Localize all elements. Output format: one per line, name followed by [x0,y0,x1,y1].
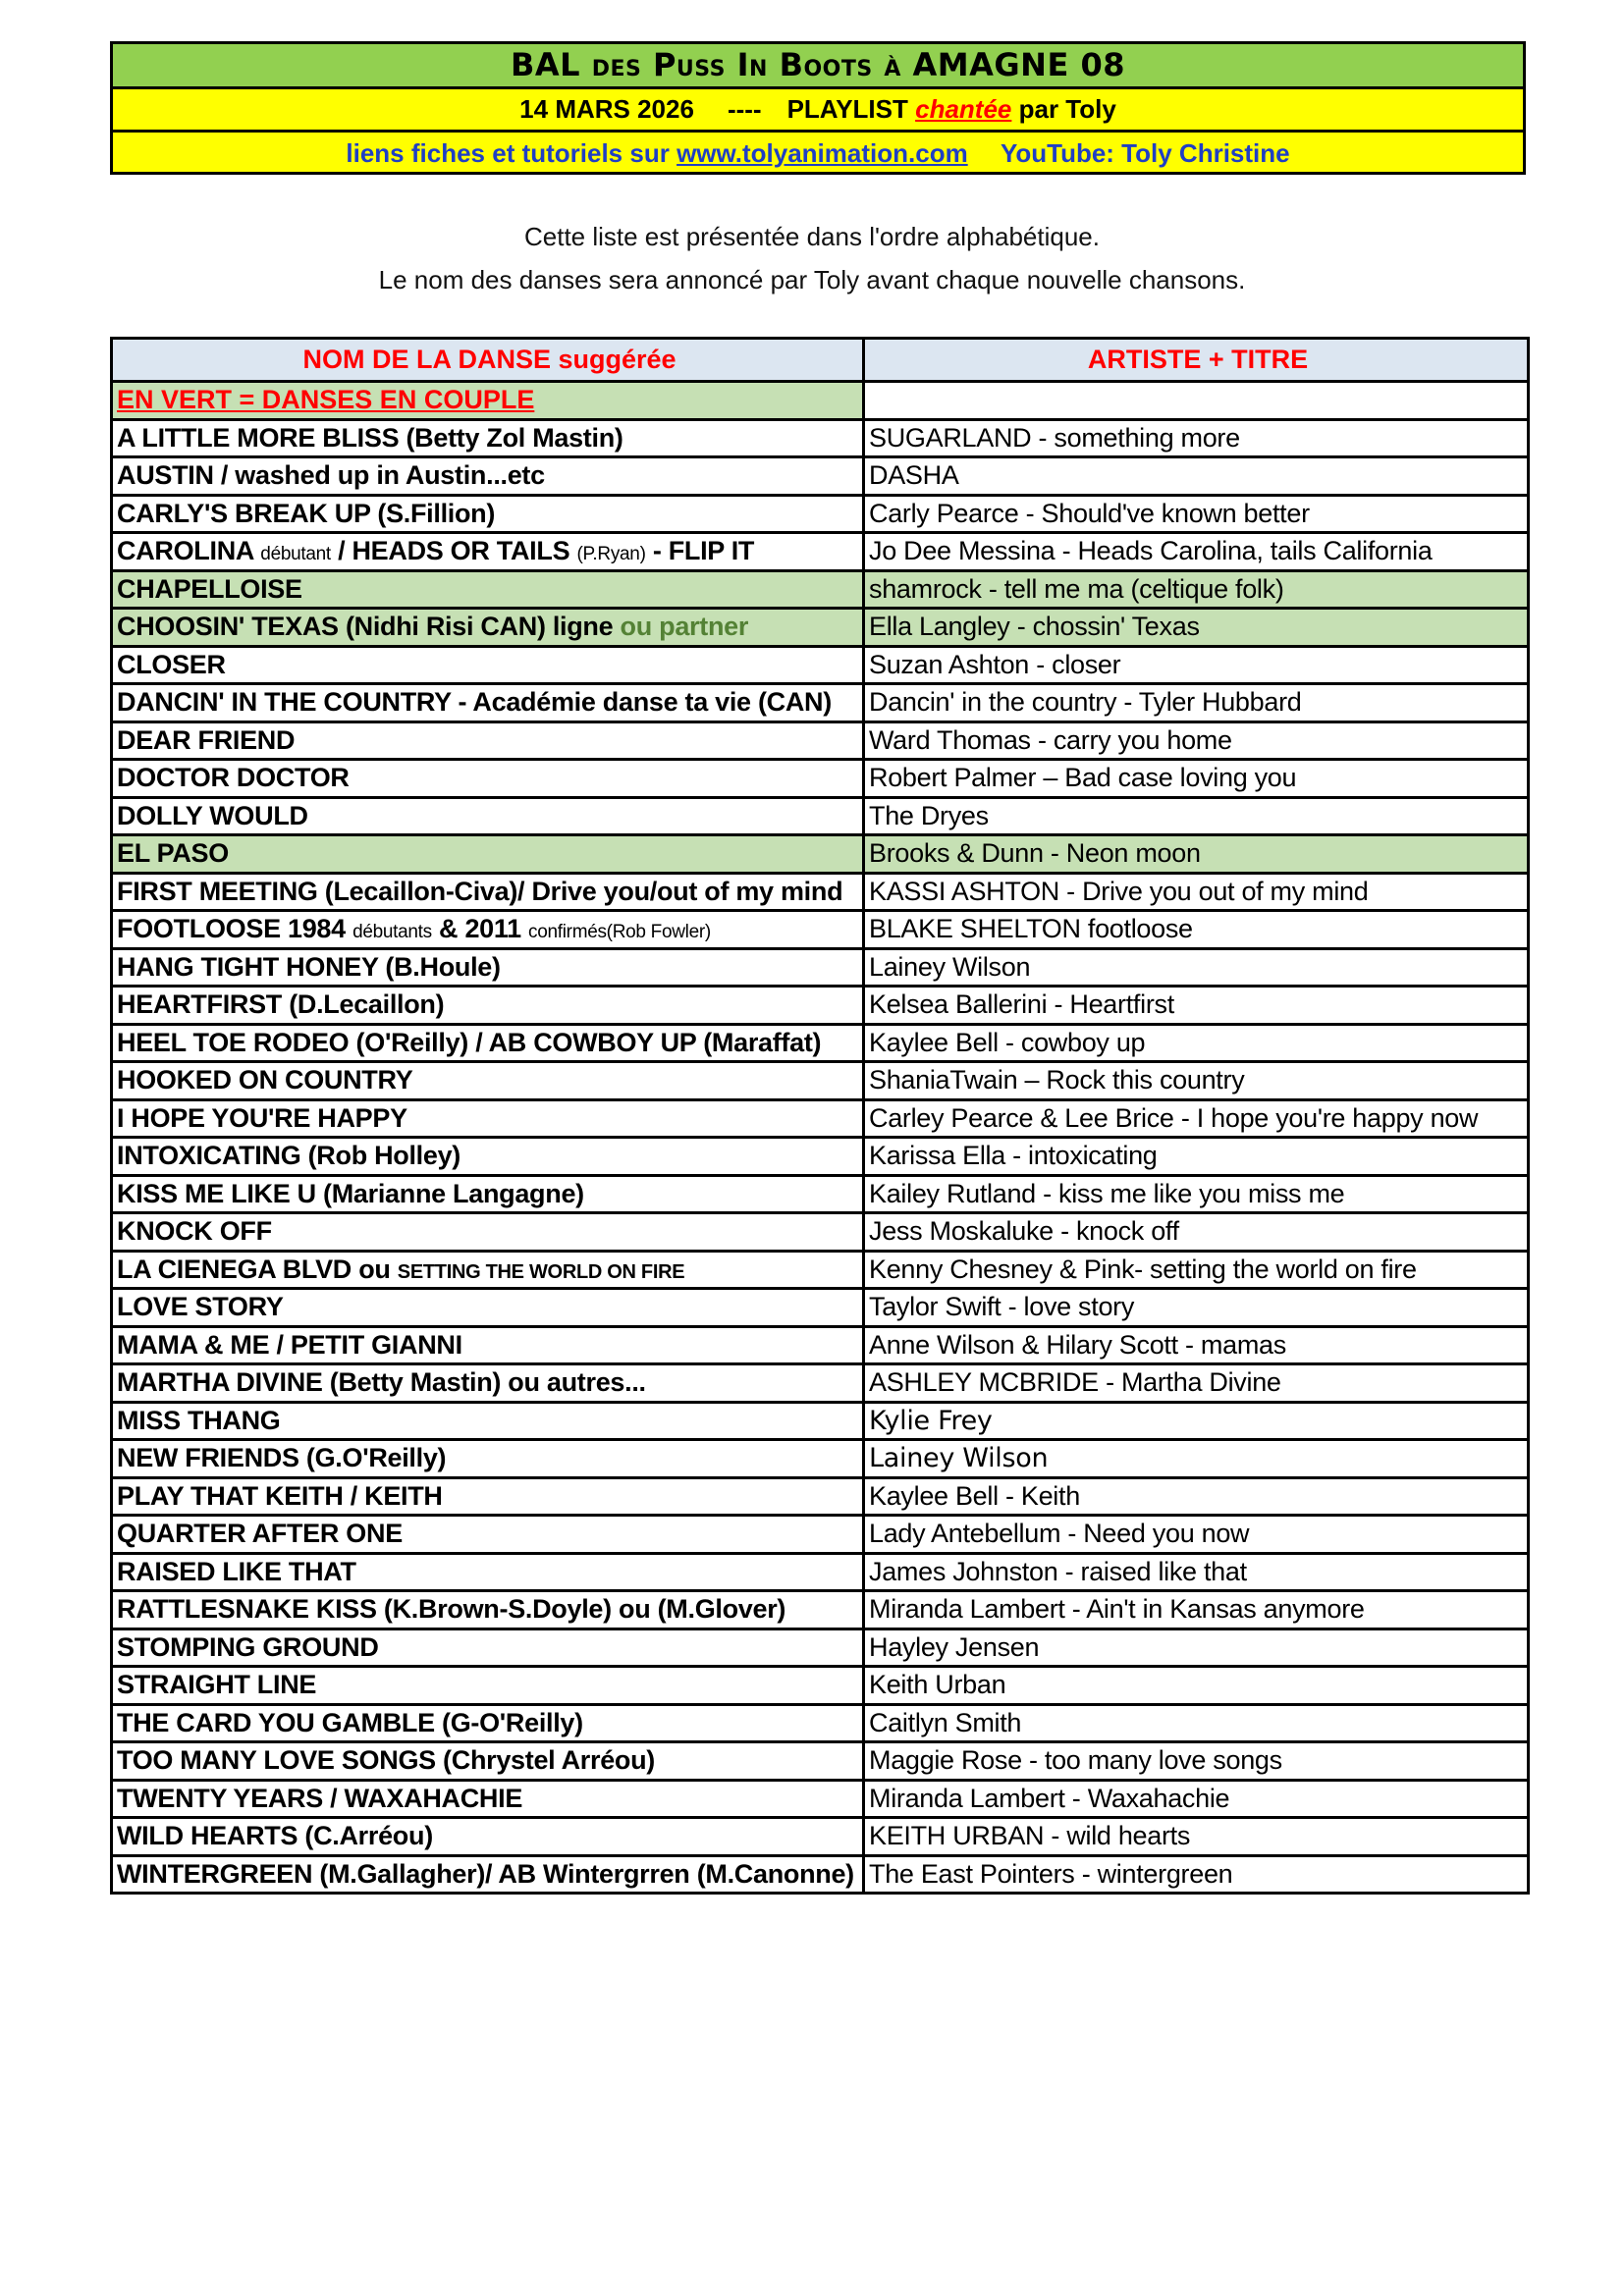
table-row [112,835,1529,874]
table-row [112,1024,1529,1062]
dance-name-cell: FIRST MEETING (Lecaillon-Civa)/ Drive you/out of my mind [112,873,864,911]
dance-name-part: FOOTLOOSE 1984 [117,914,346,944]
dance-name-part: CAROLINA [117,536,254,566]
artist-title-cell: Kaylee Bell - Keith [864,1477,1529,1516]
dance-name-cell: QUARTER AFTER ONE [112,1516,864,1554]
table-row [112,1667,1529,1705]
table-row [112,1364,1529,1403]
artist-title-cell: Jess Moskaluke - knock off [864,1213,1529,1252]
dance-name-cell: TWENTY YEARS / WAXAHACHIE [112,1780,864,1818]
dance-name-cell: RATTLESNAKE KISS (K.Brown-S.Doyle) ou (M.Glover) [112,1591,864,1629]
dance-name-part: (P.Ryan) [576,544,646,565]
header-block [110,41,1526,175]
artist-title-cell: Carley Pearce & Lee Brice - I hope you're happy now [864,1099,1529,1138]
dance-name-cell: WINTERGREEN (M.Gallagher)/ AB Wintergrren (M.Canonne) [112,1855,864,1894]
artist-title-cell: Kelsea Ballerini - Heartfirst [864,987,1529,1025]
artist-title-cell: Robert Palmer – Bad case loving you [864,760,1529,798]
dance-name-cell: STRAIGHT LINE [112,1667,864,1705]
intro-line-2: Le nom des danses sera annoncé par Toly avant chaque nouvelle chansons. [378,265,1246,294]
table-row [112,948,1529,987]
links-prefix: liens fiches et tutoriels sur [346,138,670,168]
dance-name-cell: CARLY'S BREAK UP (S.Fillion) [112,495,864,533]
dance-name-cell [112,1251,864,1289]
dance-name-cell: MISS THANG [112,1402,864,1440]
dance-name-cell: WILD HEARTS (C.Arréou) [112,1818,864,1856]
table-row [112,609,1529,647]
dance-name-part: confirmés(Rob Fowler) [528,922,711,943]
table-row [112,646,1529,684]
dance-name-part: ou partner [620,612,749,642]
artist-title-cell: Kenny Chesney & Pink- setting the world on fire [864,1251,1529,1289]
dance-name-cell: NEW FRIENDS (G.O'Reilly) [112,1440,864,1478]
dance-name-cell: HEARTFIRST (D.Lecaillon) [112,987,864,1025]
table-row [112,1855,1529,1894]
table-row [112,495,1529,533]
table-row [112,684,1529,722]
table-row [112,1402,1529,1440]
table-row [112,987,1529,1025]
dance-name-part: & 2011 [439,914,521,944]
artist-title-cell: Suzan Ashton - closer [864,646,1529,684]
artist-title-cell: DASHA [864,457,1529,496]
dance-name-cell: MARTHA DIVINE (Betty Mastin) ou autres... [112,1364,864,1403]
table-row [112,1477,1529,1516]
dance-name-cell [112,609,864,647]
artist-title-cell: shamrock - tell me ma (celtique folk) [864,570,1529,609]
dance-name-cell: KNOCK OFF [112,1213,864,1252]
artist-title-cell: Taylor Swift - love story [864,1289,1529,1327]
table-row [112,419,1529,457]
artist-title-cell: Dancin' in the country - Tyler Hubbard [864,684,1529,722]
dance-name-cell: PLAY THAT KEITH / KEITH [112,1477,864,1516]
table-row [112,721,1529,760]
artist-title-cell: Ella Langley - chossin' Texas [864,609,1529,647]
table-row [112,1062,1529,1100]
table-header-row [112,339,1529,382]
artist-title-cell: Kylie Frey [864,1402,1529,1440]
dance-name-cell: MAMA & ME / PETIT GIANNI [112,1326,864,1364]
event-title: BAL des Puss In Boots à AMAGNE 08 [110,41,1526,86]
dance-name-cell: DANCIN' IN THE COUNTRY - Académie danse ta vie (CAN) [112,684,864,722]
table-row [112,1138,1529,1176]
table-row [112,1175,1529,1213]
artist-title-cell: Miranda Lambert - Waxahachie [864,1780,1529,1818]
dance-name-cell: HANG TIGHT HONEY (B.Houle) [112,948,864,987]
artist-title-cell: Lainey Wilson [864,948,1529,987]
table-row [112,797,1529,835]
artist-title-cell: Miranda Lambert - Ain't in Kansas anymore [864,1591,1529,1629]
artist-title-cell: The Dryes [864,797,1529,835]
table-row [112,1326,1529,1364]
dance-name-cell: LOVE STORY [112,1289,864,1327]
table-row [112,1213,1529,1252]
dance-name-cell: INTOXICATING (Rob Holley) [112,1138,864,1176]
dance-name-cell: STOMPING GROUND [112,1629,864,1667]
artist-title-cell: Anne Wilson & Hilary Scott - mamas [864,1326,1529,1364]
table-row [112,1289,1529,1327]
dance-name-cell: KISS ME LIKE U (Marianne Langagne) [112,1175,864,1213]
table-row [112,533,1529,571]
links-row [110,130,1526,175]
website-link[interactable]: www.tolyanimation.com [677,138,968,168]
table-row [112,911,1529,949]
dance-name-cell: AUSTIN / washed up in Austin...etc [112,457,864,496]
table-row [112,1629,1529,1667]
table-row [112,1516,1529,1554]
date-row [110,86,1526,130]
table-row [112,1440,1529,1478]
dance-name-part: - FLIP IT [652,536,755,566]
dance-name-cell: DOLLY WOULD [112,797,864,835]
artist-title-cell: KASSI ASHTON - Drive you out of my mind [864,873,1529,911]
dance-name-cell [112,533,864,571]
playlist-table [110,337,1530,1895]
table-row [112,1251,1529,1289]
playlist-chantee: chantée [915,94,1012,124]
artist-title-cell: Lainey Wilson [864,1440,1529,1478]
artist-title-cell: Hayley Jensen [864,1629,1529,1667]
artist-title-cell: Caitlyn Smith [864,1704,1529,1742]
column-header-dance-main: NOM DE LA DANSE [302,345,551,374]
dance-name-part: débutants [352,922,432,943]
legend-row [112,382,1529,420]
artist-title-cell: ShaniaTwain – Rock this country [864,1062,1529,1100]
artist-title-cell: The East Pointers - wintergreen [864,1855,1529,1894]
dance-name-cell: A LITTLE MORE BLISS (Betty Zol Mastin) [112,419,864,457]
artist-title-cell: Carly Pearce - Should've known better [864,495,1529,533]
dance-name-cell: HOOKED ON COUNTRY [112,1062,864,1100]
column-header-dance [112,339,864,382]
table-row [112,1742,1529,1781]
dance-name-cell: RAISED LIKE THAT [112,1553,864,1591]
dance-name-cell: HEEL TOE RODEO (O'Reilly) / AB COWBOY UP (Maraffat) [112,1024,864,1062]
table-row [112,1818,1529,1856]
couple-legend: EN VERT = DANSES EN COUPLE [112,382,864,420]
table-row [112,457,1529,496]
table-row [112,1780,1529,1818]
artist-title-cell: Kailey Rutland - kiss me like you miss me [864,1175,1529,1213]
artist-title-cell: BLAKE SHELTON footloose [864,911,1529,949]
table-row [112,1553,1529,1591]
dance-name-cell: THE CARD YOU GAMBLE (G-O'Reilly) [112,1704,864,1742]
artist-title-cell: Lady Antebellum - Need you now [864,1516,1529,1554]
artist-title-cell: Karissa Ella - intoxicating [864,1138,1529,1176]
dance-name-cell: EL PASO [112,835,864,874]
dance-name-part: CHOOSIN' TEXAS (Nidhi Risi CAN) ligne [117,612,614,642]
dance-name-part: SETTING THE WORLD ON FIRE [397,1260,685,1283]
column-header-dance-suffix: suggérée [558,345,677,374]
playlist-by: par Toly [1018,94,1116,124]
table-row [112,570,1529,609]
dance-name-cell: CLOSER [112,646,864,684]
separator: ---- [727,94,762,124]
artist-title-cell: SUGARLAND - something more [864,419,1529,457]
dance-name-cell [112,911,864,949]
intro-line-1: Cette liste est présentée dans l'ordre alphabétique. [523,222,1100,251]
artist-title-cell: Maggie Rose - too many love songs [864,1742,1529,1781]
legend-blank-cell [864,382,1529,420]
dance-name-part: / HEADS OR TAILS [338,536,570,566]
table-row [112,1704,1529,1742]
dance-name-part: débutant [260,544,331,565]
dance-name-cell: CHAPELLOISE [112,570,864,609]
dance-name-part: LA CIENEGA BLVD ou [117,1254,391,1284]
youtube-label: YouTube: Toly Christine [1000,138,1290,168]
playlist-label: PLAYLIST [786,94,908,124]
table-row [112,1099,1529,1138]
table-row [112,873,1529,911]
dance-name-cell: DOCTOR DOCTOR [112,760,864,798]
column-header-artist: ARTISTE + TITRE [864,339,1529,382]
artist-title-cell: Ward Thomas - carry you home [864,721,1529,760]
artist-title-cell: Keith Urban [864,1667,1529,1705]
table-row [112,1591,1529,1629]
dance-name-cell: TOO MANY LOVE SONGS (Chrystel Arréou) [112,1742,864,1781]
artist-title-cell: James Johnston - raised like that [864,1553,1529,1591]
dance-name-cell: DEAR FRIEND [112,721,864,760]
artist-title-cell: Kaylee Bell - cowboy up [864,1024,1529,1062]
artist-title-cell: KEITH URBAN - wild hearts [864,1818,1529,1856]
dance-name-cell: I HOPE YOU'RE HAPPY [112,1099,864,1138]
artist-title-cell: Jo Dee Messina - Heads Carolina, tails California [864,533,1529,571]
artist-title-cell: ASHLEY MCBRIDE - Martha Divine [864,1364,1529,1403]
table-row [112,760,1529,798]
artist-title-cell: Brooks & Dunn - Neon moon [864,835,1529,874]
event-date: 14 MARS 2026 [519,94,694,124]
